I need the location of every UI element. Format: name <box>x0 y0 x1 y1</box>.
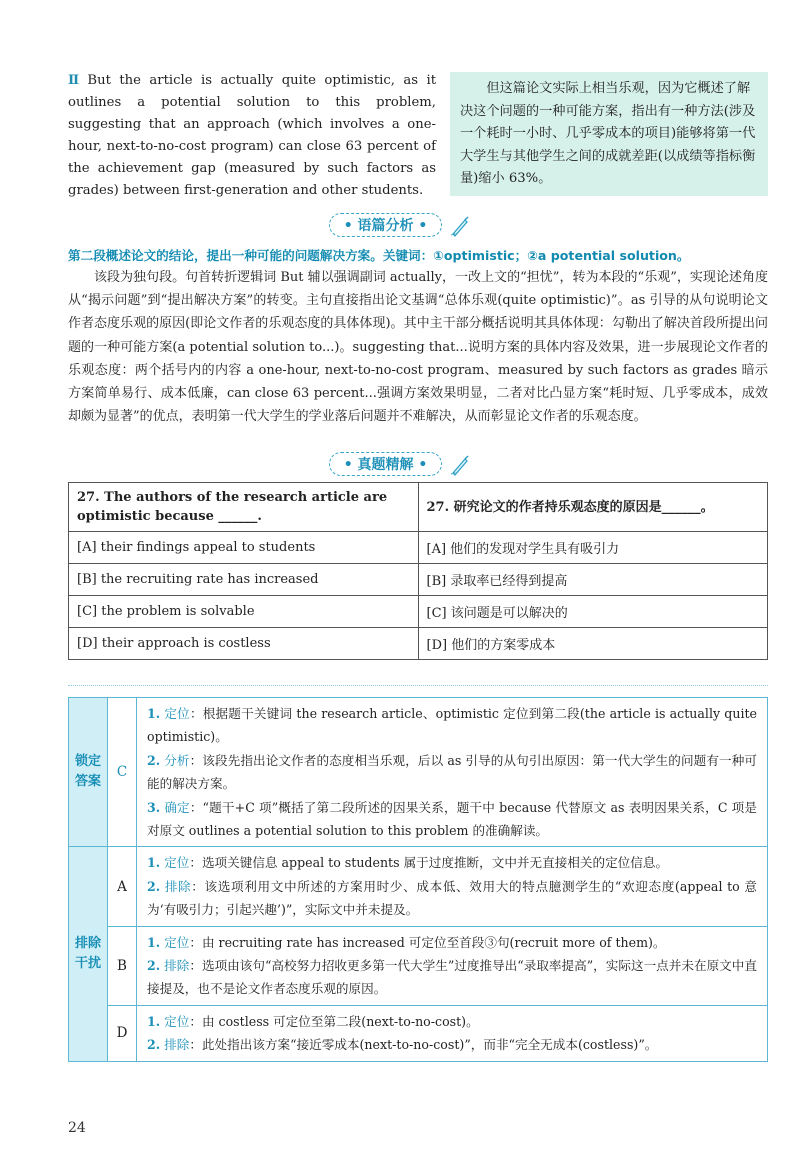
pen-icon <box>449 215 471 237</box>
answer-step <box>147 796 757 843</box>
step-text: ：该选项利用文中所述的方案用时少、成本低、效用大的特点臆测学生的“欢迎态度(appeal to 意为‘有吸引力；引起兴趣’)”，实际文中并未提及。 <box>147 878 758 918</box>
option-zh: [B] 录取率已经得到提高 <box>418 564 768 596</box>
section-title-questions <box>0 452 800 476</box>
answer-step <box>147 702 757 749</box>
distractor-steps <box>137 926 768 1005</box>
distractor-steps <box>137 847 768 926</box>
option-row <box>69 532 768 564</box>
lock-answer-label <box>69 698 108 847</box>
paragraph-marker: Ⅱ <box>68 73 84 88</box>
option-en: [C] the problem is solvable <box>69 596 419 628</box>
question-stem-row <box>69 483 768 532</box>
distractor-step <box>147 1010 757 1033</box>
exclude-distractor-text: 排除干扰 <box>74 936 101 972</box>
answer-steps <box>137 698 768 847</box>
distractor-step <box>147 954 757 1001</box>
option-en: [D] their approach is costless <box>69 628 419 660</box>
step-text: ：由 recruiting rate has increased 可定位至首段③句(recruit more of them)。 <box>189 934 666 950</box>
answer-step <box>147 749 757 796</box>
option-row <box>69 628 768 660</box>
step-text: ：根据题干关键词 the research article、optimistic 定位到第二段(the article is actually quite optimistic)。 <box>147 706 757 745</box>
step-number: 1. <box>147 1013 161 1029</box>
section-pill: • 语篇分析 • <box>329 213 443 237</box>
step-tag: 定位 <box>164 855 190 871</box>
step-text: ：“题干+C 项”概括了第二段所述的因果关系，题干中 because 代替原文 as 表明因果关系，C 项是对原文 outlines a potential solution to this problem 的准确解读。 <box>147 799 757 839</box>
passage-text: But the article is actually quite optimistic, as it outlines a potential solution to this problem, suggesting that an approach (which involves a one-hour, next-to-no-cost program) can close 63 percent of the achievement gap (measured by such factors as grades) between first-generation and other students. <box>68 73 436 198</box>
step-number: 1. <box>147 855 161 871</box>
answer-row <box>69 698 768 847</box>
page-number: 24 <box>68 1120 86 1136</box>
distractor-row <box>69 926 768 1005</box>
translation-box <box>450 72 768 196</box>
correct-option: C <box>108 698 137 847</box>
passage-paragraph <box>68 70 436 202</box>
option-row <box>69 564 768 596</box>
option-en: [B] the recruiting rate has increased <box>69 564 419 596</box>
analysis-body: 该段为独句段。句首转折逻辑词 But 辅以强调副词 actually，一改上文的“担忧”，转为本段的“乐观”，实现论述角度从“揭示问题”到“提出解决方案”的转变。主句直接指出论文基调“总体乐观(quite optimistic)”。as 引导的从句说明论文作者态度乐观的原因(即论文作者的乐观态度的具体体现)。其中主干部分概括说明其具体体现：勾勒出了解决首段所提出问题的一种可能方案(a potential solution to...)。suggesting that...说明方案的具体内容及效果，进一步展现论文作者的乐观态度：两个括号内的内容 a one-hour, next-to-no-cost program、measured by such factors as grades 暗示方案简单易行、成本低廉，can close 63 percent...强调方案效果明显，二者对比凸显方案“耗时短、几乎零成本，成效却颇为显著”的优点，表明第一代大学生的学业落后问题并不难解决，从而彰显论文作者的乐观态度。 <box>68 270 768 425</box>
step-text: ：此处指出该方案“接近零成本(next-to-no-cost)”，而非“完全无成本(costless)”。 <box>189 1037 658 1053</box>
option-row <box>69 596 768 628</box>
step-text: ：由 costless 可定位至第二段(next-to-no-cost)。 <box>189 1013 479 1029</box>
dotted-divider <box>68 685 768 686</box>
exclude-distractor-label <box>69 847 108 1061</box>
step-number: 3. <box>147 799 161 815</box>
step-tag: 定位 <box>164 934 190 950</box>
step-tag: 分析 <box>164 752 190 768</box>
distractor-step <box>147 1033 757 1056</box>
distractor-row <box>69 847 768 926</box>
distractor-step <box>147 931 757 954</box>
option-zh: [C] 该问题是可以解决的 <box>418 596 768 628</box>
section-title-analysis <box>0 213 800 237</box>
section-pill: • 真题精解 • <box>329 452 443 476</box>
step-text: ：选项关键信息 appeal to students 属于过度推断，文中并无直接相关的定位信息。 <box>189 855 669 871</box>
distractor-option: B <box>108 926 137 1005</box>
distractor-row <box>69 1005 768 1061</box>
distractor-option: D <box>108 1005 137 1061</box>
analysis-lead: 第二段概述论文的结论，提出一种可能的问题解决方案。关键词：①optimistic；②a potential solution。 <box>68 248 690 263</box>
step-number: 2. <box>147 958 161 974</box>
option-zh: [A] 他们的发现对学生具有吸引力 <box>418 532 768 564</box>
step-tag: 排除 <box>164 878 192 894</box>
step-tag: 定位 <box>164 1013 190 1029</box>
step-tag: 确定 <box>164 799 190 815</box>
step-text: ：选项由该句“高校努力招收更多第一代大学生”过度推导出“录取率提高”，实际这一点并未在原文中直接提及，也不是论文作者态度乐观的原因。 <box>147 958 757 997</box>
option-en: [A] their findings appeal to students <box>69 532 419 564</box>
translation-text: 但这篇论文实际上相当乐观，因为它概述了解决这个问题的一种可能方案，指出有一种方法(涉及一个耗时一小时、几乎零成本的项目)能够将第一代大学生与其他学生之间的成就差距(以成绩等指标衡量)缩小 63%。 <box>460 81 756 186</box>
lock-answer-text: 锁定答案 <box>74 754 101 790</box>
answer-table <box>68 697 768 1062</box>
distractor-step <box>147 851 757 874</box>
question-stem-zh: 27. 研究论文的作者持乐观态度的原因是______。 <box>418 483 768 532</box>
step-number: 2. <box>147 878 161 894</box>
question-stem-en: 27. The authors of the research article are optimistic because ______. <box>69 483 419 532</box>
step-number: 2. <box>147 1037 161 1053</box>
question-table <box>68 482 768 660</box>
step-number: 1. <box>147 934 161 950</box>
pen-icon <box>449 454 471 476</box>
step-number: 2. <box>147 752 161 768</box>
step-number: 1. <box>147 706 161 721</box>
step-text: ：该段先指出论文作者的态度相当乐观，后以 as 引导的从句引出原因：第一代大学生的问题有一种可能的解决方案。 <box>147 752 757 792</box>
distractor-step <box>147 875 757 922</box>
distractor-steps <box>137 1005 768 1061</box>
distractor-option: A <box>108 847 137 926</box>
option-zh: [D] 他们的方案零成本 <box>418 628 768 660</box>
step-tag: 定位 <box>164 706 190 721</box>
step-tag: 排除 <box>164 1037 190 1053</box>
step-tag: 排除 <box>164 958 190 974</box>
